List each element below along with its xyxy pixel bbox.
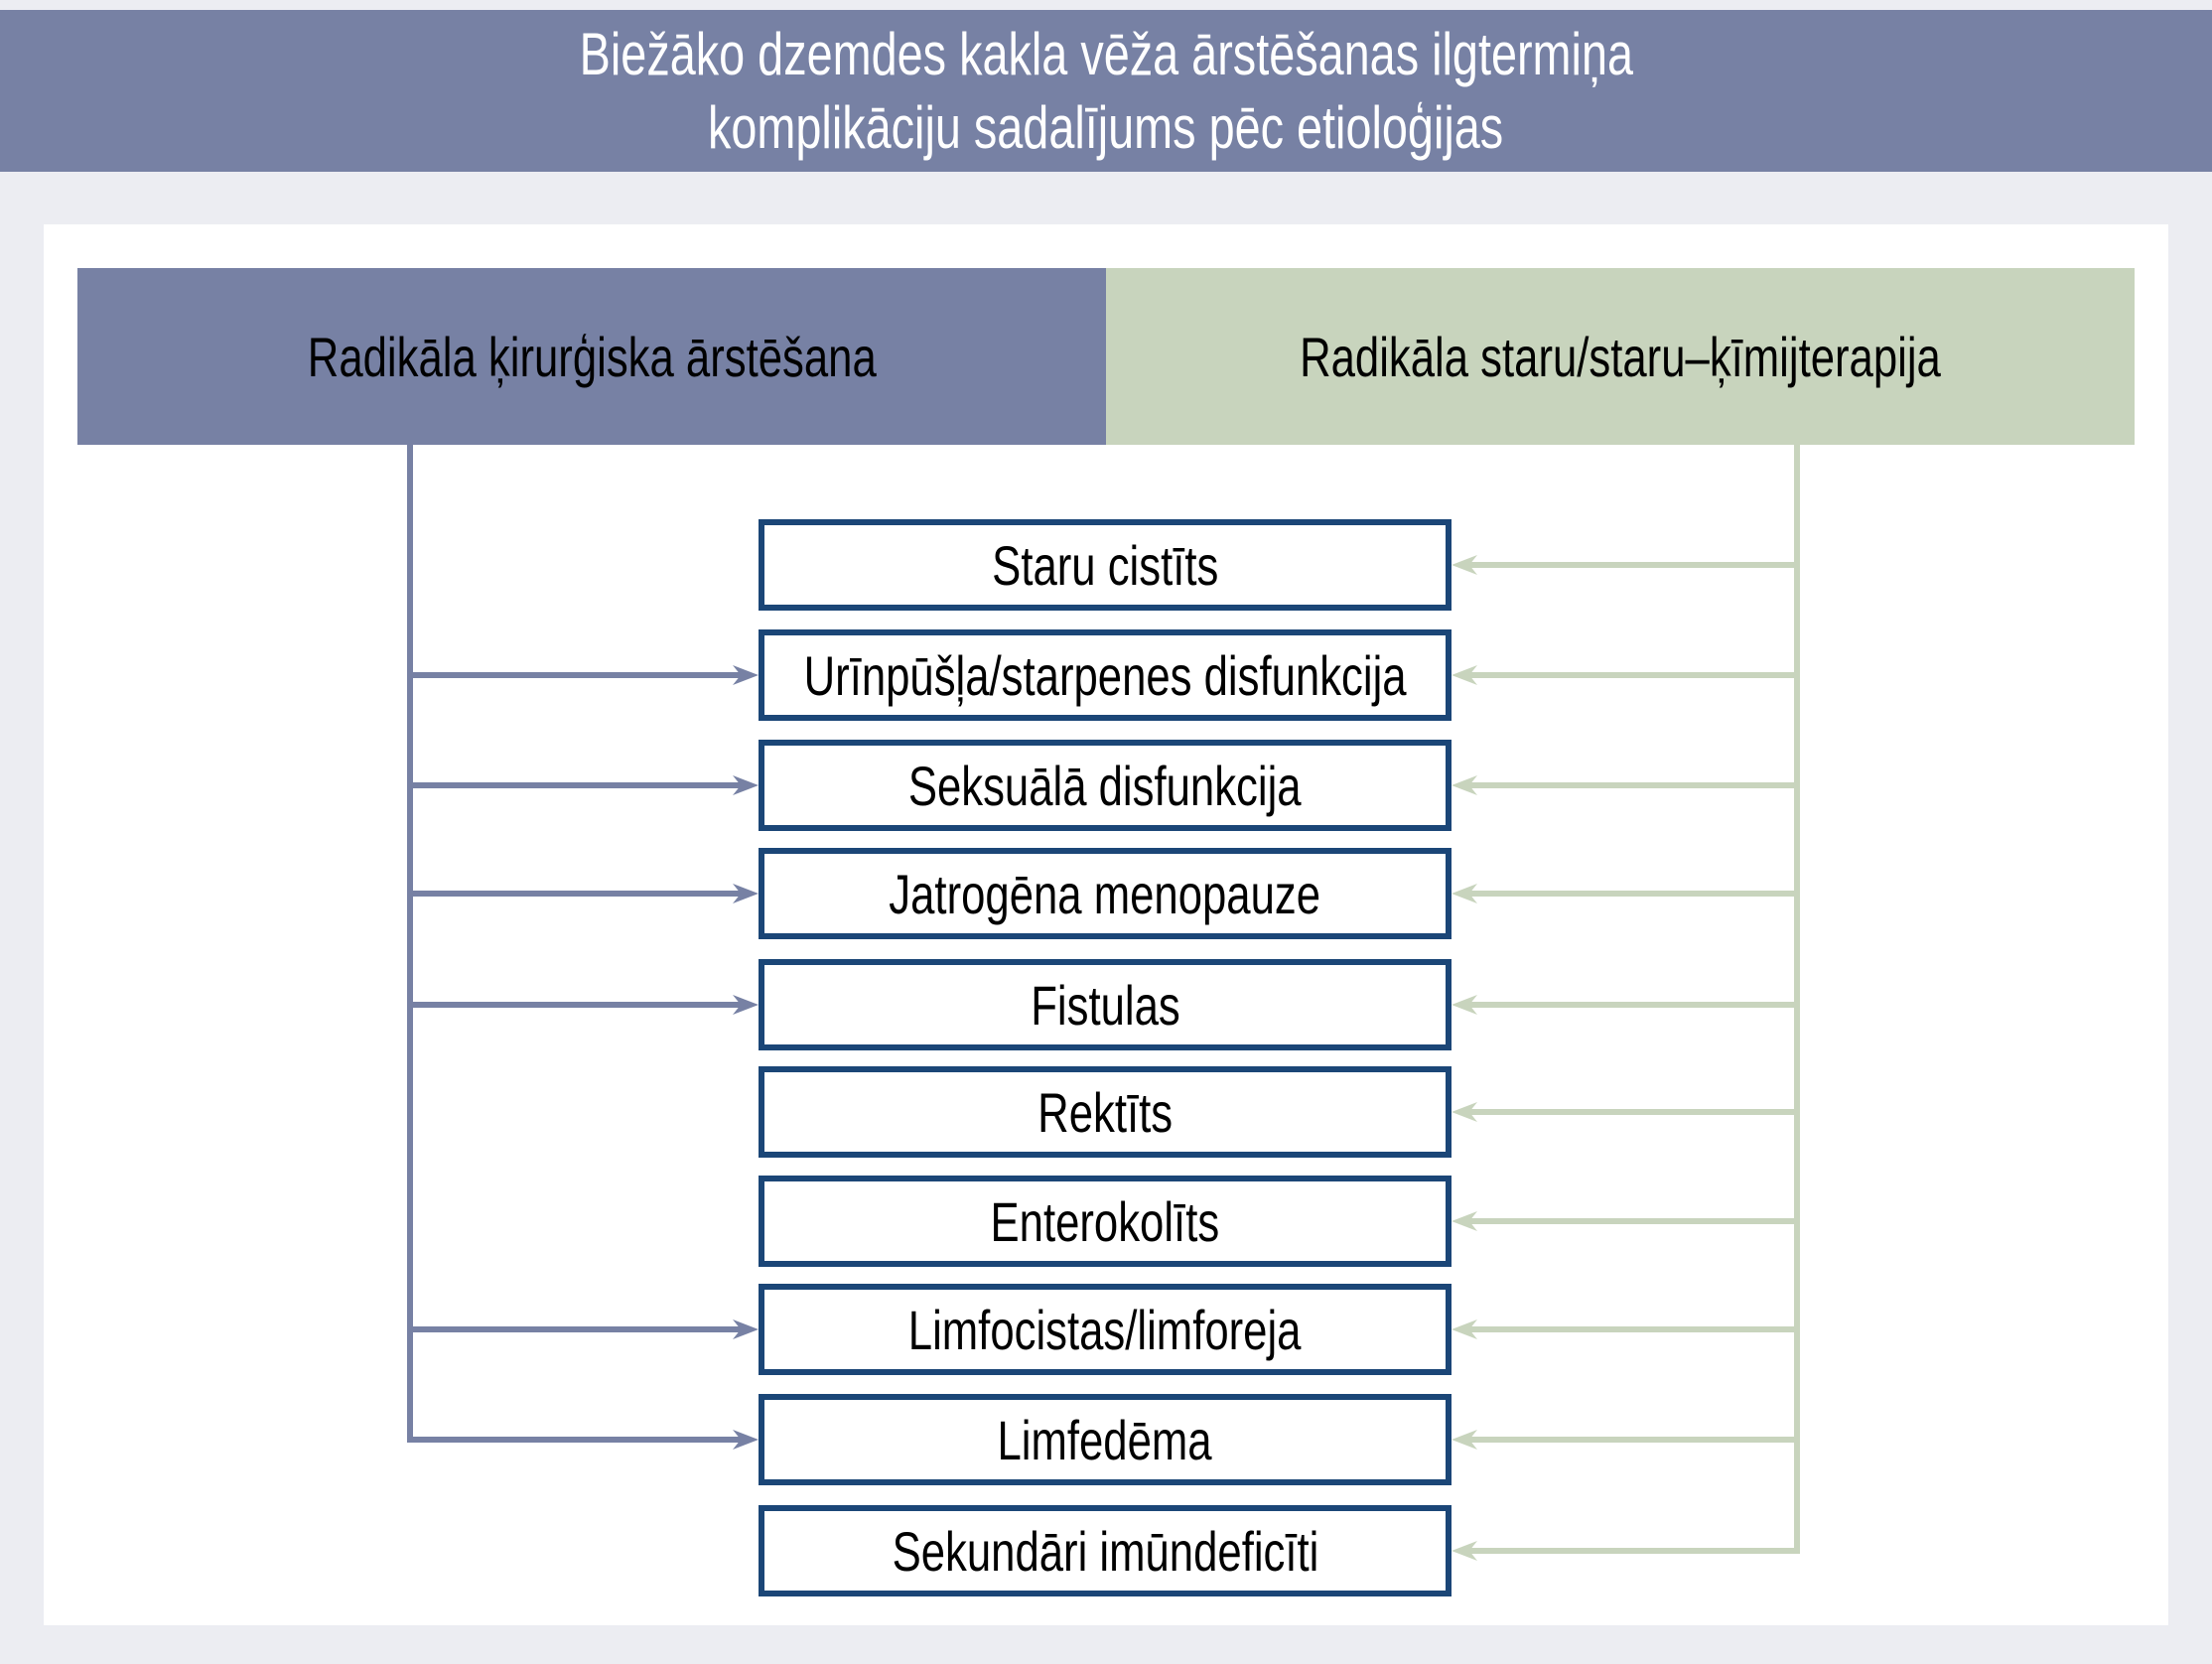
radiation-connectors <box>1465 445 1797 1554</box>
complication-box <box>759 629 1452 721</box>
complication-box <box>759 740 1452 831</box>
complication-label: Jatrogēna menopauze <box>889 862 1321 925</box>
complication-box <box>759 1284 1452 1375</box>
title-line-1: Biežāko dzemdes kakla vēža ārstēšanas ilgtermiņa <box>579 20 1633 87</box>
complication-label: Fistulas <box>1030 973 1180 1037</box>
complication-box <box>759 848 1452 939</box>
category-radiation-label: Radikāla staru/staru–ķīmijterapija <box>1300 325 1941 388</box>
complication-label: Limfocistas/limforeja <box>908 1298 1302 1361</box>
complication-box <box>759 519 1452 611</box>
complication-box <box>759 1066 1452 1158</box>
complication-label: Rektīts <box>1037 1080 1173 1144</box>
category-surgery-label: Radikāla ķirurģiska ārstēšana <box>307 325 877 388</box>
radiation-arrowheads <box>1452 555 1477 1561</box>
complication-box <box>759 959 1452 1050</box>
complication-box <box>759 1505 1452 1596</box>
complication-box <box>759 1394 1452 1485</box>
complication-label: Limfedēma <box>997 1408 1213 1471</box>
complication-label: Enterokolīts <box>990 1189 1220 1253</box>
complication-label: Sekundāri imūndeficīti <box>892 1519 1318 1583</box>
complication-label: Staru cistīts <box>991 533 1219 597</box>
title-line-2: komplikāciju sadalījums pēc etioloģijas <box>708 93 1504 161</box>
complication-box <box>759 1176 1452 1267</box>
complication-label: Urīnpūšļa/starpenes disfunkcija <box>803 643 1407 707</box>
surgery-connectors <box>410 445 745 1443</box>
complication-label: Seksuālā disfunkcija <box>908 754 1302 817</box>
